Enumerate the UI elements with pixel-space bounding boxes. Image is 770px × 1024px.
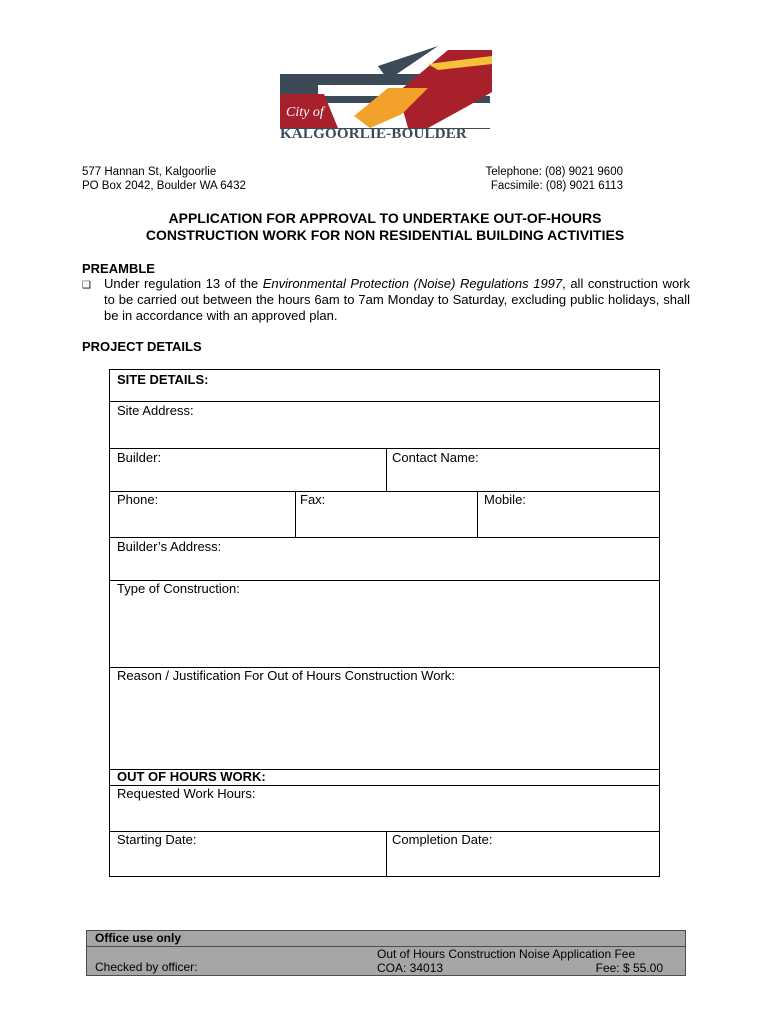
site-address-field[interactable] bbox=[111, 402, 659, 447]
postal-address bbox=[82, 165, 246, 193]
completion-date-field[interactable] bbox=[387, 832, 659, 876]
preamble-text bbox=[104, 276, 690, 324]
completion-date-label: Completion Date: bbox=[392, 832, 493, 847]
site-address-label: Site Address: bbox=[117, 403, 194, 418]
office-use-box bbox=[86, 930, 686, 976]
fax-label: Fax: bbox=[300, 492, 326, 507]
preamble-paragraph bbox=[82, 276, 690, 324]
address-line-1: 577 Hannan St, Kalgoorlie bbox=[82, 166, 217, 178]
contact-name-label: Contact Name: bbox=[392, 450, 479, 465]
logo-name: KALGOORLIE-BOULDER bbox=[280, 126, 467, 142]
reason-field[interactable] bbox=[111, 668, 659, 768]
checked-by-field[interactable] bbox=[217, 959, 367, 975]
preamble-text-after: , all construction work to be carried out between the hours 6am to 7am Monday to Saturday, excluding public holidays, shall be in accordance with an approved plan. bbox=[104, 276, 691, 323]
title-line-1: APPLICATION FOR APPROVAL TO UNDERTAKE OUT-OF-HOURS bbox=[168, 210, 602, 226]
checkbox-bullet-icon: ❑ bbox=[82, 280, 91, 291]
address-line-2: PO Box 2042, Boulder WA 6432 bbox=[82, 180, 246, 192]
checked-by-label: Checked by officer: bbox=[95, 960, 198, 974]
preamble-heading: PREAMBLE bbox=[82, 261, 155, 276]
page-title bbox=[60, 210, 710, 244]
telephone: Telephone: (08) 9021 9600 bbox=[485, 166, 623, 178]
out-of-hours-work-heading: OUT OF HOURS WORK: bbox=[117, 769, 266, 784]
builders-address-label: Builder’s Address: bbox=[117, 539, 222, 554]
office-use-heading: Office use only bbox=[95, 931, 182, 945]
phone-label: Phone: bbox=[117, 492, 159, 507]
fee-title: Out of Hours Construction Noise Application Fee bbox=[377, 947, 636, 961]
project-details-heading: PROJECT DETAILS bbox=[82, 339, 202, 354]
fee-amount: Fee: $ 55.00 bbox=[595, 961, 663, 975]
project-details-form bbox=[109, 369, 660, 877]
requested-work-hours-field[interactable] bbox=[111, 786, 659, 830]
phone-field[interactable] bbox=[111, 492, 294, 536]
type-of-construction-field[interactable] bbox=[111, 581, 659, 666]
mobile-label: Mobile: bbox=[484, 492, 526, 507]
builder-field[interactable] bbox=[111, 449, 385, 490]
type-of-construction-label: Type of Construction: bbox=[117, 581, 240, 596]
starting-date-field[interactable] bbox=[111, 832, 385, 876]
builder-label: Builder: bbox=[117, 450, 162, 465]
council-logo bbox=[278, 44, 492, 142]
mobile-field[interactable] bbox=[478, 492, 659, 536]
reason-label: Reason / Justification For Out of Hours Construction Work: bbox=[117, 668, 455, 683]
contact-name-field[interactable] bbox=[387, 449, 659, 490]
regulation-name: Environmental Protection (Noise) Regulations 1997 bbox=[262, 276, 563, 291]
facsimile: Facsimile: (08) 9021 6113 bbox=[490, 180, 623, 192]
title-line-2: CONSTRUCTION WORK FOR NON RESIDENTIAL BUILDING ACTIVITIES bbox=[145, 227, 625, 243]
fax-field[interactable] bbox=[296, 492, 476, 536]
starting-date-label: Starting Date: bbox=[117, 832, 197, 847]
contact-numbers bbox=[460, 165, 623, 193]
builders-address-field[interactable] bbox=[111, 538, 659, 579]
requested-work-hours-label: Requested Work Hours: bbox=[117, 786, 256, 801]
logo-city-of: City of bbox=[286, 105, 324, 120]
site-details-heading: SITE DETAILS: bbox=[117, 372, 209, 387]
coa-code: COA: 34013 bbox=[377, 961, 444, 975]
preamble-text-before: Under regulation 13 of the bbox=[104, 276, 263, 291]
